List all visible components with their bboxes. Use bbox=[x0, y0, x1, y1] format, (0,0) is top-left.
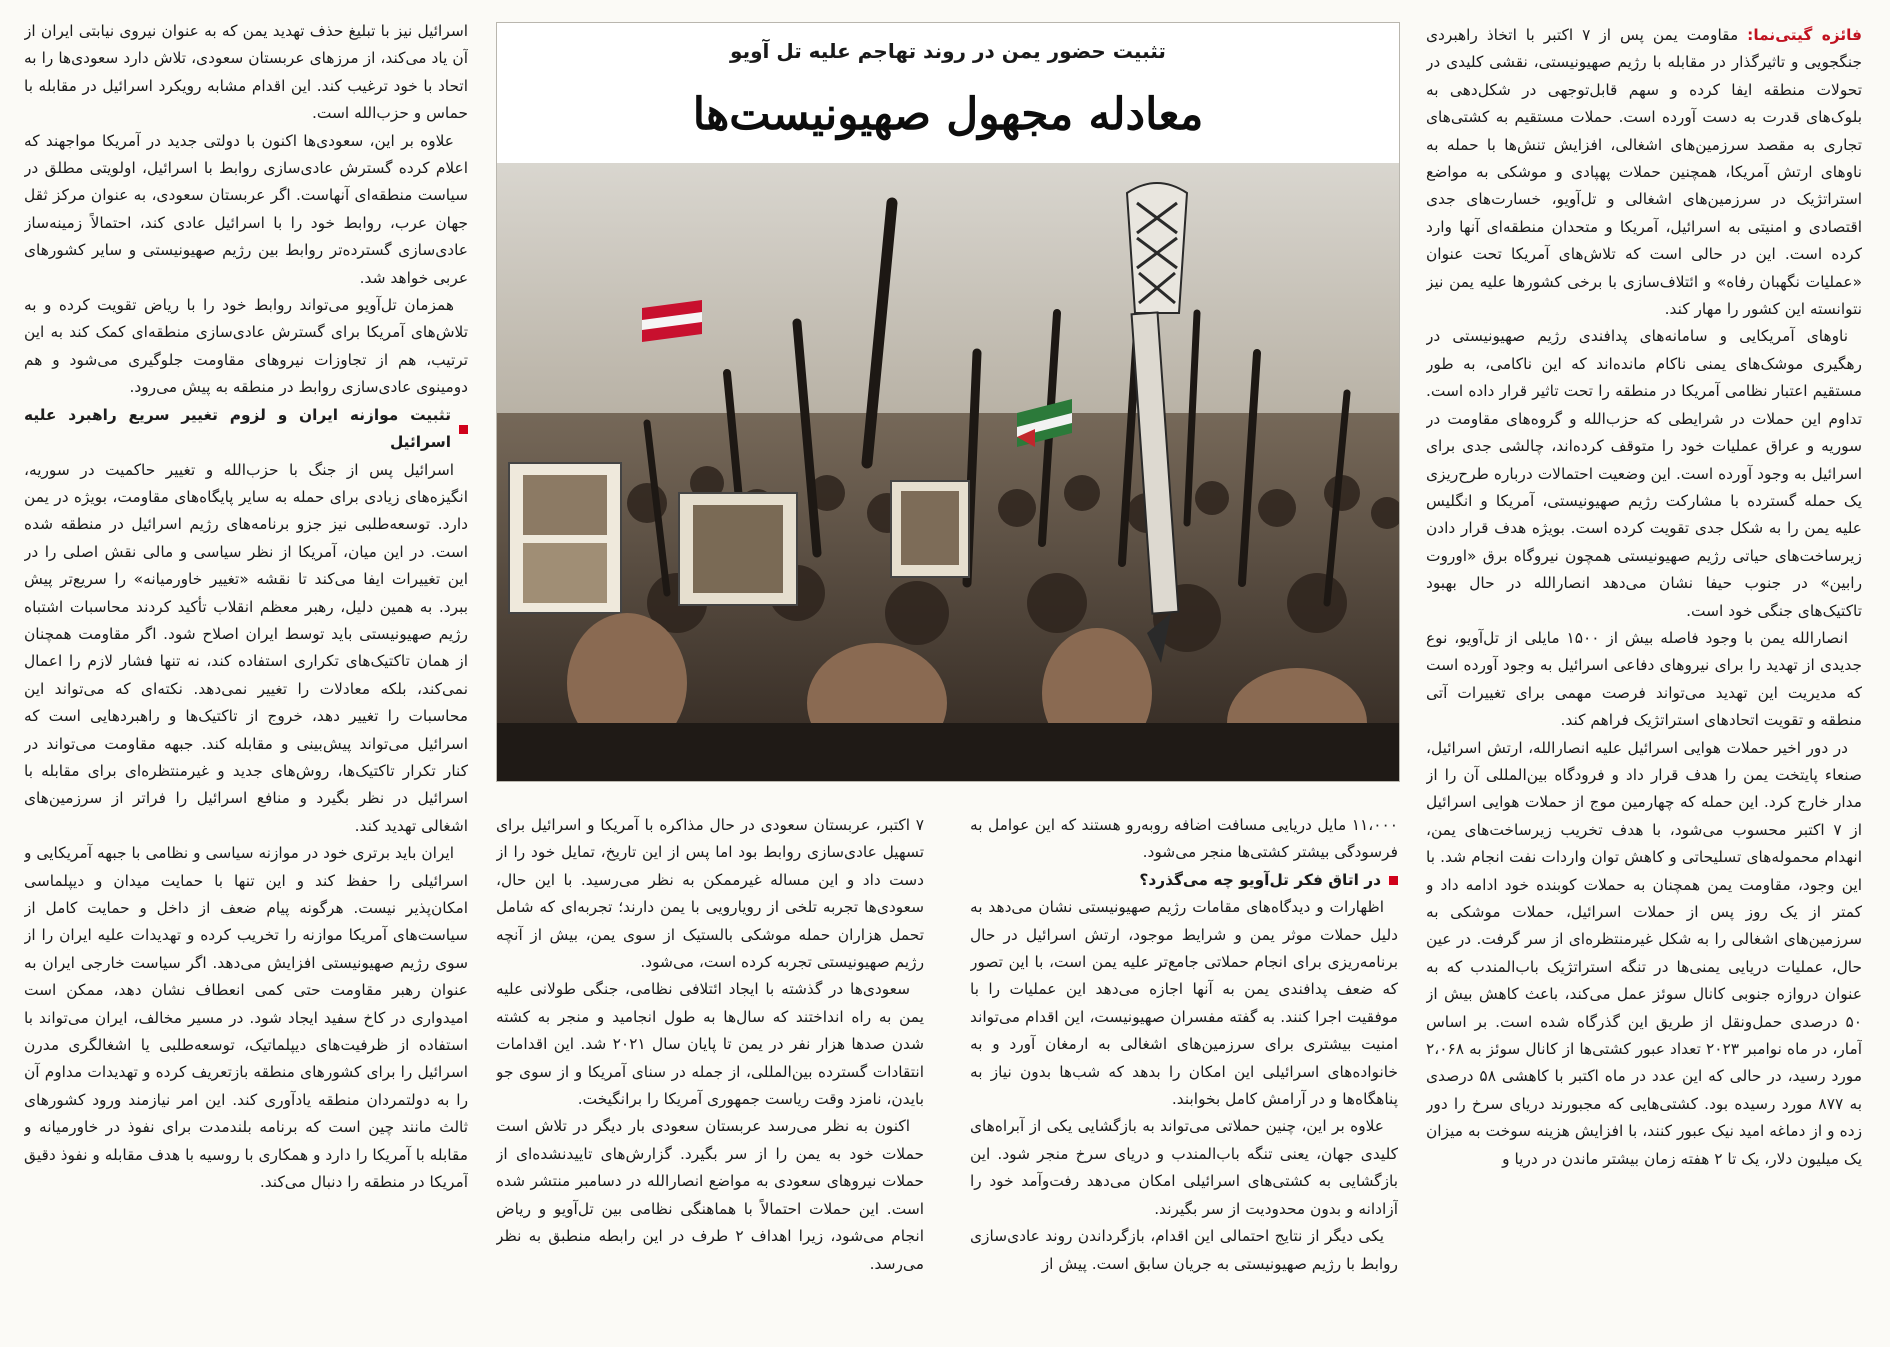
paragraph: اکنون به نظر می‌رسد عربستان سعودی بار دیگر در تلاش است حملات خود به یمن را از سر بگیرد. گزارش‌های تاییدنشده‌ای از حملات نیروهای سعودی به مواضع انصارالله در دسامبر منتشر شده است. این حملات احتمالاً با هماهنگی نظامی بین تل‌آویو و ریاض انجام می‌شود، زیرا اهداف ۲ طرف در این رابطه منطبق به نظر می‌رسد. bbox=[496, 1117, 924, 1273]
paragraph: سعودی‌ها در گذشته با ایجاد ائتلافی نظامی، جنگی طولانی علیه یمن به راه انداختند که سال‌ها به طول انجامید و منجر به کشته شدن صدها هزار نفر در یمن تا پایان سال ۲۰۲۱ شد. این اقدامات انتقادات گسترده بین‌المللی، از جمله در سنای آمریکا و از سوی جو بایدن، نامزد وقت ریاست جمهوری آمریکا را برانگیخت. bbox=[496, 980, 924, 1109]
subheading: در اتاق فکر تل‌آویو چه می‌گذرد؟ bbox=[970, 867, 1398, 894]
article-kicker: تثبیت حضور یمن در روند تهاجم علیه تل آویو bbox=[730, 39, 1166, 63]
paragraph: علاوه بر این، چنین حملاتی می‌تواند به بازگشایی یکی از آبراه‌های کلیدی جهان، یعنی تنگه باب‌المندب و دریای سرخ منجر شود. این بازگشایی به کشتی‌های اسرائیلی امکان می‌دهد رفت‌وآمد خود را آزادانه و بدون محدودیت از سر بگیرند. bbox=[970, 1117, 1398, 1218]
paragraph: انصارالله یمن با وجود فاصله بیش از ۱۵۰۰ مایلی از تل‌آویو، نوع جدیدی از تهدید را برای نیروهای دفاعی اسرائیل به وجود آورده است که مدیریت این تهدید می‌تواند فرصت مهمی برای تغییرات آتی منطقه و تقویت اتحادهای استراتژیک فراهم کند. bbox=[1426, 628, 1862, 730]
article-column-middle-left bbox=[496, 812, 924, 1342]
feature-box bbox=[496, 22, 1400, 782]
subheading: تثبیت موازنه ایران و لزوم تغییر سریع راهبرد علیه اسرائیل bbox=[24, 402, 468, 457]
article-column-middle-right bbox=[970, 812, 1398, 1342]
paragraph: اظهارات و دیدگاه‌های مقامات رژیم صهیونیستی نشان می‌دهد به دلیل حملات موثر یمن و شرایط موجود، ارتش اسرائیل در حال برنامه‌ریزی برای انجام حملاتی جامع‌تر علیه یمن است، با این تصور که ضعف پدافندی یمن به آنها اجازه می‌دهد این عملیات را با موفقیت اجرا کنند. به گفته مفسران صهیونیست، این اقدام می‌تواند امنیت بیشتری برای سرزمین‌های اشغالی به ارمغان آورد و به خانواده‌های اسرائیلی این امکان را بدهد که شب‌ها بدون نیاز به پناهگاه‌ها و در آرامش کامل بخوابند. bbox=[970, 898, 1398, 1109]
paragraph: اسرائیل نیز با تبلیغ حذف تهدید یمن که به عنوان نیروی نیابتی ایران از آن یاد می‌کند، از مرزهای عربستان سعودی، تلاش دارد سعودی‌ها را به اتحاد با خود ترغیب کند. این اقدام مشابه رویکرد اسرائیل در مقابله با حماس و حزب‌الله است. bbox=[24, 22, 468, 123]
article-column-right bbox=[1426, 22, 1862, 1342]
bullet-square-icon bbox=[459, 425, 468, 434]
paragraph: یکی دیگر از نتایج احتمالی این اقدام، بازگرداندن روند عادی‌سازی روابط با رژیم صهیونیستی به جریان سابق است. پیش از bbox=[970, 1227, 1398, 1273]
paragraph: علاوه بر این، سعودی‌ها اکنون با دولتی جدید در آمریکا مواجهند که اعلام کرده گسترش عادی‌سازی روابط با اسرائیل، اولویتی مطلق در سیاست منطقه‌ای آنهاست. اگر عربستان سعودی، به عنوان مرکز ثقل جهان عرب، روابط خود را با اسرائیل عادی کند، احتمالاً زمینه‌ساز عادی‌سازی گسترده‌تر روابط بین رژیم صهیونیستی و سایر کشورهای عربی خواهد شد. bbox=[24, 131, 468, 287]
author-byline: فائزه گیتی‌نما: bbox=[1747, 26, 1862, 44]
paragraph: اسرائیل پس از جنگ با حزب‌الله و تغییر حاکمیت در سوریه، انگیزه‌های زیادی برای حمله به سایر پایگاه‌های مقاومت، بویژه در یمن دارد. توسعه‌طلبی نیز جزو برنامه‌های رژیم اسرائیل در منطقه شده است. در این میان، آمریکا از نظر سیاسی و مالی نقش اصلی را در این تغییرات ایفا می‌کند تا نقشه «تغییر خاورمیانه» را سریع‌تر پیش ببرد. به همین دلیل، رهبر معظم انقلاب تأکید کردند محاسبات اشتباه رژیم صهیونیستی باید توسط ایران اصلاح شود. اگر مقاومت همچنان از همان تاکتیک‌های تکراری استفاده کند، نه تنها فشار لازم را اعمال نمی‌کند، بلکه معادلات را تغییر نمی‌دهد. نکته‌ای که می‌تواند این محاسبات را تغییر دهد، خروج از تاکتیک‌ها و راهبردهایی است که اسرائیل می‌تواند پیش‌بینی و مقابله کند. جبهه مقاومت می‌تواند در کنار تکرار تاکتیک‌ها، روش‌های جدید و غیرمنتظره‌ای برای مقابله با اسرائیل در نظر بگیرد و منافع اسرائیل را فراتر از سرزمین‌های اشغالی تهدید کند. bbox=[24, 460, 468, 835]
bullet-square-icon bbox=[1389, 876, 1398, 885]
paragraph: ناوهای آمریکایی و سامانه‌های پدافندی رژیم صهیونیستی در رهگیری موشک‌های یمنی ناکام مانده‌اند که این ناکامی، به طور مستقیم اعتبار نظامی آمریکا در منطقه را تحت تاثیر قرار داده است. تداوم این حملات در شرایطی که حزب‌الله و گروه‌های مقاومت در سوریه و عراق عملیات خود را متوقف کرده‌اند، چالشی جدی برای اسرائیل به وجود آورده است. این وضعیت احتمالات درباره طرح‌ریزی یک حمله گسترده با مشارکت رژیم صهیونیستی، آمریکا و انگلیس علیه یمن را به شکل جدی تقویت کرده است. بویژه هدف قرار دادن زیرساخت‌های حیاتی رژیم صهیونیستی همچون نیروگاه برق «اوروت رابین» در جنوب حیفا نشان می‌دهد انصارالله در حال بهبود تاکتیک‌های جنگی خود است. bbox=[1426, 327, 1862, 620]
paragraph: ۷ اکتبر، عربستان سعودی در حال مذاکره با آمریکا و اسرائیل برای تسهیل عادی‌سازی روابط بود اما پس از این تاریخ، تمایل خود را از دست داد و این مساله غیرممکن به نظر می‌رسید. با این حال، سعودی‌ها تجربه تلخی از رویارویی با یمن دارند؛ تجربه‌ای که شامل تحمل هزاران حمله موشکی بالستیک از سوی یمن، بیش از آنچه رژیم صهیونیستی تجربه کرده است، می‌شود. bbox=[496, 816, 924, 972]
paragraph: ۱۱،۰۰۰ مایل دریایی مسافت اضافه روبه‌رو هستند که این عوامل به فرسودگی بیشتر کشتی‌ها منجر می‌شود. bbox=[970, 816, 1398, 862]
article-headline: معادله مجهول صهیونیست‌ها bbox=[692, 89, 1204, 140]
paragraph: همزمان تل‌آویو می‌تواند روابط خود را با ریاض تقویت کرده و به تلاش‌های آمریکا برای گسترش عادی‌سازی منطقه‌ای کمک کند به این ترتیب، هم از تجاوزات نیروهای مقاومت جلوگیری می‌شود و هم دومینوی عادی‌سازی روابط در منطقه به پیش می‌رود. bbox=[24, 296, 468, 397]
paragraph: ایران باید برتری خود در موازنه سیاسی و نظامی با جبهه آمریکایی و اسرائیلی را حفظ کند و این تنها با حمایت میدان و دیپلماسی امکان‌پذیر نیست. هرگونه پیام ضعف از داخل و حمایت کامل از سیاست‌های آمریکا موازنه را تخریب کرده و تهدیدات علیه ایران را از سوی رژیم صهیونیستی افزایش می‌دهد. اگر سیاست خارجی ایران به عنوان رهبر مقاومت حتی کمی انعطاف نشان دهد، ممکن است امیدواری در کاخ سفید ایجاد شود. در مسیر مخالف، ایران می‌تواند با استفاده از ظرفیت‌های دیپلماتیک، توسعه‌طلبی یا اشغالگری مدرن اسرائیل را برای کشورهای منطقه بازتعریف کرده و تهدیدات مداوم آن را به دولتمردان منطقه یادآوری کند. این امر نیازمند ورود کشورهای ثالث مانند چین است که برنامه بلندمدت برای نفوذ در خاورمیانه و مقابله با آمریکا را دارد و همکاری با روسیه با هدف مقابله و نفوذ دقیق آمریکا در منطقه را دنبال می‌کند. bbox=[24, 844, 468, 1192]
article-column-left bbox=[24, 18, 468, 1342]
paragraph: در دور اخیر حملات هوایی اسرائیل علیه انصارالله، ارتش اسرائیل، صنعاء پایتخت یمن را هدف قرار داد و فرودگاه بین‌المللی آن را از مدار خارج کرد. این حمله که چهارمین موج از حملات هوایی اسرائیل از ۷ اکتبر محسوب می‌شود، با هدف تخریب زیرساخت‌های یمن، انهدام محموله‌های تسلیحاتی و کاهش توان واردات نفت انجام شد. با این وجود، مقاومت یمن همچنان به حملات کوبنده خود ادامه داد و کمتر از یک روز پس از حملات اسرائیل، حملات موشکی به سرزمین‌های اشغالی را به شکل غیرمنتظره‌ای از سر گرفت. در عین حال، عملیات دریایی یمنی‌ها در تنگه استراتژیک باب‌المندب که به عنوان دروازه جنوبی کانال سوئز عمل می‌کند، باعث کاهش بیش از ۵۰ درصدی حمل‌ونقل از طریق این گذرگاه شده است. بر اساس آمار، در ماه نوامبر ۲۰۲۳ تعداد عبور کشتی‌ها از کانال سوئز به ۲،۰۶۸ مورد رسید، در حالی که این عدد در ماه اکتبر با کاهشی ۵۸ درصدی به ۸۷۷ مورد رسیده بود. کشتی‌هایی که مجبورند دریای سرخ را دور زده و از دماغه امید نیک عبور کنند، با افزایش هزینه سوخت به میزان یک میلیون دلار، یک تا ۲ هفته زمان بیشتر ماندن در دریا و bbox=[1426, 738, 1862, 1168]
news-photo bbox=[497, 163, 1399, 781]
paragraph: فائزه گیتی‌نما: مقاومت یمن پس از ۷ اکتبر با اتخاذ راهبردی جنگجویی و تاثیرگذار در مقابله با رژیم صهیونیستی، نقشی کلیدی در تحولات منطقه ایفا کرده و سهم قابل‌توجهی در شکل‌دهی به بلوک‌های قدرت به دست آورده است. حملات مستقیم به کشتی‌های تجاری به مقصد سرزمین‌های اشغالی، افزایش تنش‌ها با حمله به ناوهای ارتش آمریکا، همچنین حملات پهپادی و موشکی به مواضع استراتژیک در سرزمین‌های اشغالی و تل‌آویو، خسارت‌های جدی اقتصادی و امنیتی به اسرائیل، آمریکا و متحدان منطقه‌ای آنها وارد کرده است. این در حالی است که تلاش‌های آمریکا تحت عنوان «عملیات نگهبان رفاه» و ائتلاف‌سازی با برخی کشورها علیه یمن نیز نتوانسته این کشور را مهار کند. bbox=[1426, 26, 1862, 319]
